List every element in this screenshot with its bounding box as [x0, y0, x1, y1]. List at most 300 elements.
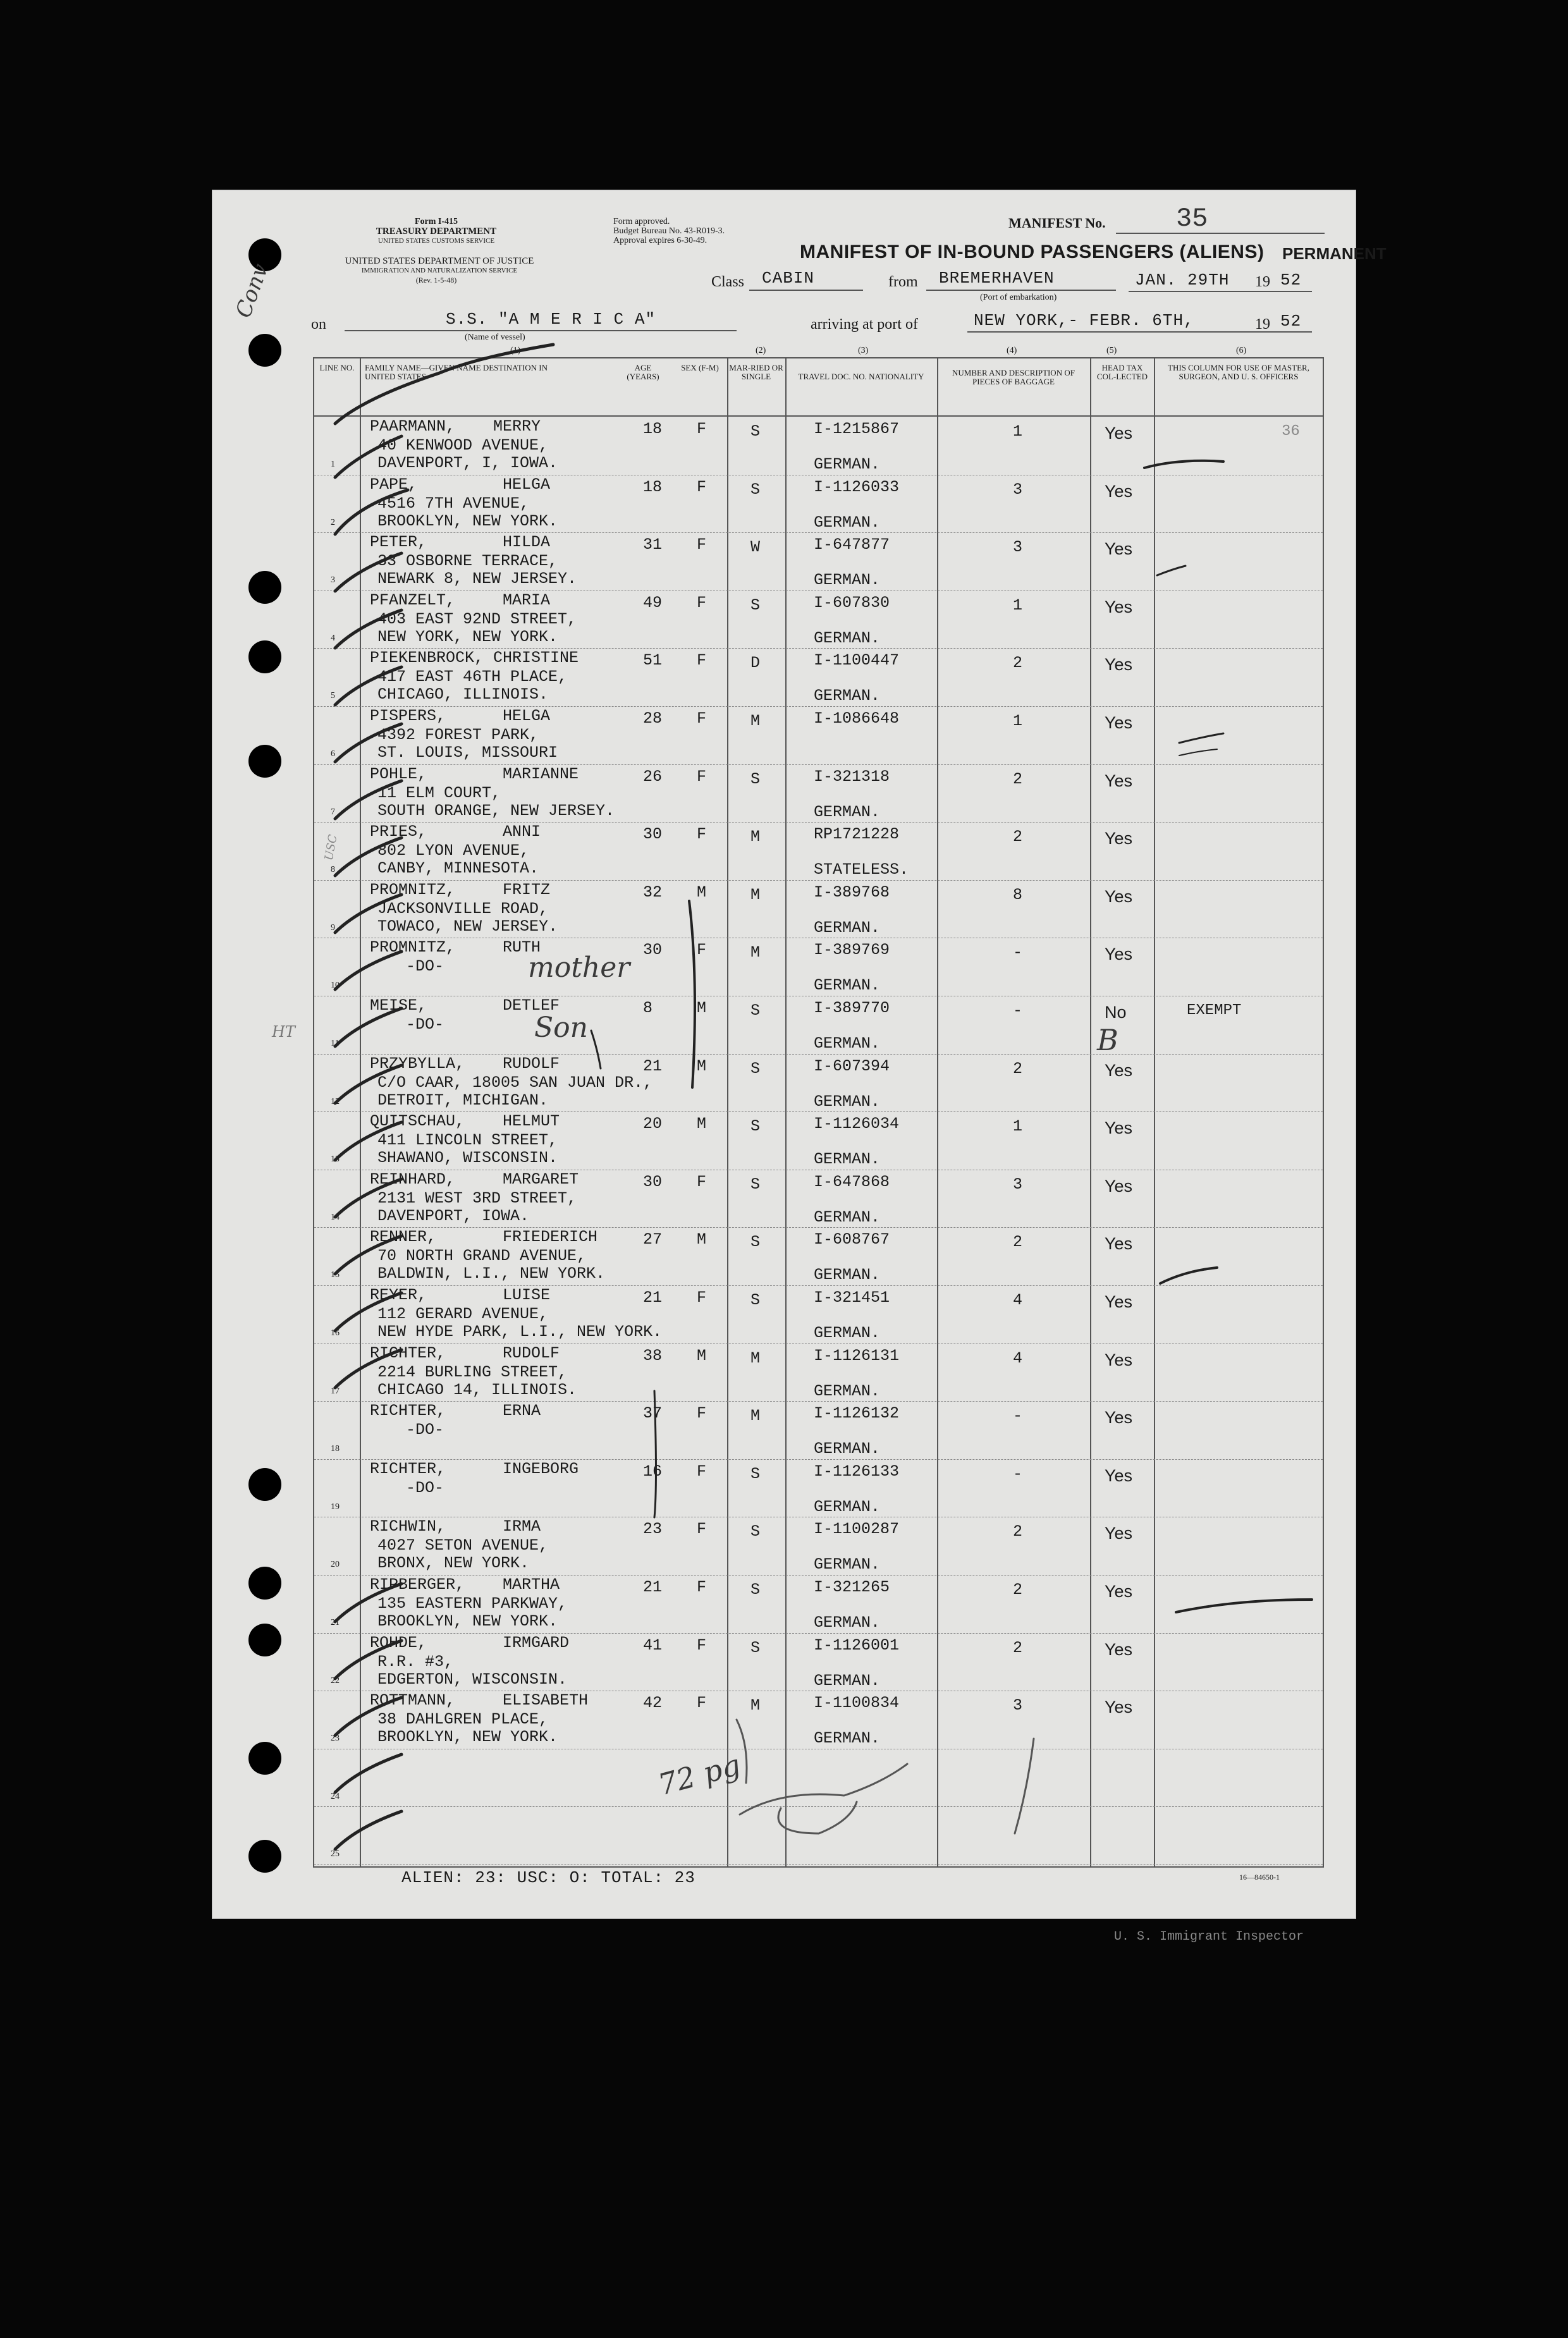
baggage-count: 4	[1013, 1291, 1023, 1309]
address-line-2: BALDWIN, L.I., NEW YORK.	[377, 1264, 606, 1283]
line-number: 14	[331, 1212, 340, 1222]
sex: F	[697, 767, 707, 786]
nationality: GERMAN.	[814, 1092, 881, 1111]
sex: M	[697, 1115, 707, 1134]
travel-doc: I-389770	[814, 999, 890, 1017]
header-travel-doc: TRAVEL DOC. NO. NATIONALITY	[798, 372, 924, 381]
age: 41	[643, 1636, 663, 1655]
head-tax: Yes	[1105, 771, 1133, 790]
head-tax: Yes	[1105, 829, 1133, 848]
baggage-count: 1	[1013, 422, 1023, 441]
arr-year: 52	[1280, 312, 1302, 331]
sex: F	[697, 1636, 707, 1655]
form-number: Form I-415	[414, 217, 458, 226]
nationality: GERMAN.	[814, 1671, 881, 1690]
marital-status: S	[750, 422, 761, 441]
travel-doc: I-1215867	[814, 420, 900, 438]
head-tax: Yes	[1105, 481, 1133, 501]
line-number: 10	[331, 981, 340, 991]
line-number: 15	[331, 1270, 340, 1280]
nationality: GERMAN.	[814, 1729, 881, 1748]
class-label: Class	[711, 274, 745, 290]
marital-status: M	[750, 828, 761, 847]
col-number: (5)	[1106, 346, 1117, 355]
line-number: 17	[331, 1386, 340, 1396]
passenger-name: PROMNITZ, FRITZ	[370, 880, 551, 899]
nationality: GERMAN.	[814, 802, 881, 821]
passenger-name: PETER, HILDA	[370, 533, 551, 552]
sex: F	[697, 1288, 707, 1307]
justice-dept: UNITED STATES DEPARTMENT OF JUSTICE	[345, 256, 534, 266]
address-line-2: NEW YORK, NEW YORK.	[377, 627, 558, 646]
travel-doc: I-607394	[814, 1056, 890, 1075]
nationality: GERMAN.	[814, 1266, 881, 1285]
age: 8	[643, 999, 653, 1017]
col-number: (4)	[1007, 346, 1017, 355]
baggage-count: 1	[1013, 712, 1023, 730]
age: 38	[643, 1346, 663, 1365]
baggage-count: -	[1013, 943, 1023, 962]
address-line-1: 802 LYON AVENUE,	[377, 842, 530, 860]
arrival-port: NEW YORK,- FEBR. 6TH,	[974, 311, 1194, 330]
customs-service: UNITED STATES CUSTOMS SERVICE	[377, 237, 495, 245]
approval-line: Approval expires 6-30-49.	[613, 236, 707, 245]
baggage-count: 3	[1013, 538, 1023, 557]
head-tax: Yes	[1105, 1466, 1133, 1485]
note-mother: mother	[528, 952, 630, 984]
col-number: (2)	[756, 346, 766, 355]
address-line-1: -DO-	[377, 1421, 444, 1440]
travel-doc: I-1126033	[814, 477, 900, 496]
approval-line: Form approved.	[613, 217, 670, 226]
nationality: GERMAN.	[814, 1555, 881, 1574]
head-tax: Yes	[1105, 424, 1133, 443]
inspector-caption: U. S. Immigrant Inspector	[1114, 1930, 1304, 1944]
address-line-1: 112 GERARD AVENUE,	[377, 1305, 549, 1323]
nationality: GERMAN.	[814, 687, 881, 706]
address-line-2: EDGERTON, WISCONSIN.	[377, 1670, 568, 1689]
passenger-name: RICHWIN, IRMA	[370, 1517, 541, 1536]
from-value: BREMERHAVEN	[939, 269, 1055, 288]
passenger-name: ROTTMANN, ELISABETH	[370, 1691, 589, 1710]
sex: F	[697, 709, 707, 728]
address-line-1: 403 EAST 92ND STREET,	[377, 609, 577, 628]
marital-status: D	[750, 654, 761, 673]
passenger-name: POHLE, MARIANNE	[370, 764, 579, 783]
head-tax: Yes	[1105, 886, 1133, 906]
sex: F	[697, 941, 707, 960]
sex: F	[697, 420, 707, 438]
officer-note: 36	[1282, 423, 1300, 440]
nationality: GERMAN.	[814, 571, 881, 590]
address-line-1: 33 OSBORNE TERRACE,	[377, 552, 558, 571]
head-tax: Yes	[1105, 1524, 1133, 1543]
officer-note: EXEMPT	[1187, 1002, 1242, 1019]
sex: F	[697, 825, 707, 844]
header-line-no: LINE NO.	[319, 363, 355, 372]
year-prefix: 19	[1255, 274, 1270, 290]
head-tax: Yes	[1105, 945, 1133, 964]
head-tax: Yes	[1105, 1408, 1133, 1428]
address-line-1: 38 DAHLGREN PLACE,	[377, 1710, 549, 1729]
approval-line: Budget Bureau No. 43-R019-3.	[613, 226, 725, 236]
on-label: on	[311, 316, 326, 333]
passenger-name: RENNER, FRIEDERICH	[370, 1228, 598, 1247]
travel-doc: I-1126131	[814, 1346, 900, 1365]
sex: F	[697, 477, 707, 496]
baggage-count: 3	[1013, 480, 1023, 499]
nationality: GERMAN.	[814, 628, 881, 647]
manifest-no-label: MANIFEST No.	[1008, 215, 1106, 231]
age: 18	[643, 420, 663, 438]
line-number: 19	[331, 1502, 340, 1512]
col-number: (6)	[1236, 346, 1247, 355]
sex: F	[697, 1172, 707, 1191]
line-number: 24	[331, 1791, 340, 1801]
address-line-1: -DO-	[377, 1478, 444, 1497]
address-line-2: DAVENPORT, IOWA.	[377, 1206, 530, 1225]
marital-status: S	[750, 1233, 761, 1252]
passenger-name: PAARMANN, MERRY	[370, 417, 541, 436]
permanent-stamp: PERMANENT	[1282, 244, 1387, 263]
line-number: 21	[331, 1618, 340, 1627]
address-line-1: 4392 FOREST PARK,	[377, 726, 539, 744]
vessel-name: S.S. "A M E R I C A"	[446, 310, 656, 329]
age: 26	[643, 767, 663, 786]
passenger-name: QUITSCHAU, HELMUT	[370, 1112, 560, 1131]
header-sex: SEX (F-M)	[681, 363, 719, 372]
line-number: 5	[331, 691, 335, 701]
passenger-name: PAPE, HELGA	[370, 475, 551, 494]
travel-doc: I-321451	[814, 1288, 890, 1307]
nationality: GERMAN.	[814, 1497, 881, 1516]
baggage-count: 2	[1013, 1638, 1023, 1657]
address-line-1: -DO-	[377, 957, 444, 976]
head-tax: Yes	[1105, 1292, 1133, 1311]
head-tax: Yes	[1105, 1639, 1133, 1659]
travel-doc: I-321265	[814, 1578, 890, 1596]
head-tax: Yes	[1105, 1060, 1133, 1080]
address-line-1: 40 KENWOOD AVENUE,	[377, 436, 549, 455]
vessel-caption: (Name of vessel)	[465, 333, 525, 342]
nationality: GERMAN.	[814, 1034, 881, 1053]
travel-doc: I-389769	[814, 941, 890, 960]
pencil-marks	[212, 190, 1356, 1919]
address-line-2: TOWACO, NEW JERSEY.	[377, 917, 558, 936]
sex: M	[697, 999, 707, 1017]
age: 32	[643, 883, 663, 902]
line-number: 2	[331, 517, 335, 527]
line-number: 4	[331, 633, 335, 643]
passenger-name: PROMNITZ, RUTH	[370, 938, 541, 957]
travel-doc: I-1126001	[814, 1636, 900, 1655]
travel-doc: I-321318	[814, 767, 890, 786]
line-number: 9	[331, 922, 335, 933]
head-tax: Yes	[1105, 1118, 1133, 1138]
line-number: 11	[331, 1039, 340, 1048]
passenger-name: PFANZELT, MARIA	[370, 591, 551, 609]
marital-status: M	[750, 1349, 761, 1368]
age: 51	[643, 651, 663, 670]
passenger-name: MEISE, DETLEF	[370, 996, 560, 1015]
sex: F	[697, 1404, 707, 1423]
nationality: GERMAN.	[814, 455, 881, 474]
age: 21	[643, 1288, 663, 1307]
age: 30	[643, 941, 663, 960]
age: 16	[643, 1462, 663, 1481]
age: 20	[643, 1115, 663, 1134]
baggage-count: -	[1013, 1464, 1023, 1483]
marital-status: S	[750, 1638, 761, 1657]
travel-doc: I-607830	[814, 593, 890, 612]
col-number: (3)	[858, 346, 869, 355]
head-tax: Yes	[1105, 713, 1133, 732]
nationality: STATELESS.	[814, 860, 909, 879]
age: 30	[643, 825, 663, 844]
nationality: GERMAN.	[814, 918, 881, 937]
baggage-count: 2	[1013, 769, 1023, 788]
age: 31	[643, 536, 663, 554]
line-number: 12	[331, 1096, 340, 1106]
class-value: CABIN	[762, 269, 815, 288]
travel-doc: I-1126133	[814, 1462, 900, 1481]
sex: M	[697, 883, 707, 902]
passenger-name: PIEKENBROCK, CHRISTINE	[370, 649, 579, 668]
note-usc: USC	[322, 833, 340, 862]
marital-status: M	[750, 1407, 761, 1426]
baggage-count: 2	[1013, 1522, 1023, 1541]
line-number: 22	[331, 1675, 340, 1686]
sex: F	[697, 1520, 707, 1539]
manifest-title: MANIFEST OF IN-BOUND PASSENGERS (ALIENS)	[800, 242, 1265, 262]
address-line-1: R.R. #3,	[377, 1652, 454, 1671]
nationality: GERMAN.	[814, 1324, 881, 1342]
age: 28	[643, 709, 663, 728]
address-line-1: 411 LINCOLN STREET,	[377, 1131, 558, 1150]
header-head-tax: HEAD TAX COL-LECTED	[1096, 363, 1148, 381]
travel-doc: I-1126132	[814, 1404, 900, 1423]
address-line-1: JACKSONVILLE ROAD,	[377, 899, 549, 918]
departure-date: JAN. 29TH	[1135, 271, 1230, 290]
marital-status: S	[750, 1291, 761, 1309]
head-tax: Yes	[1105, 597, 1133, 616]
travel-doc: I-1100447	[814, 651, 900, 670]
marital-status: S	[750, 1117, 761, 1136]
line-number: 1	[331, 460, 335, 469]
manifest-no-value: 35	[1176, 204, 1208, 234]
sex: F	[697, 651, 707, 670]
address-line-2: BRONX, NEW YORK.	[377, 1554, 530, 1573]
marital-status: S	[750, 1001, 761, 1020]
travel-doc: I-647868	[814, 1172, 890, 1191]
travel-doc: RP1721228	[814, 825, 900, 844]
marital-status: S	[750, 1464, 761, 1483]
address-line-2: CANBY, MINNESOTA.	[377, 859, 539, 878]
line-number: 13	[331, 1154, 340, 1165]
travel-doc: I-1086648	[814, 709, 900, 728]
arr-year-prefix: 19	[1255, 316, 1270, 333]
marital-status: S	[750, 1059, 761, 1078]
footer-code: 16—84650-1	[1239, 1873, 1280, 1882]
travel-doc: I-1100287	[814, 1520, 900, 1539]
age: 21	[643, 1056, 663, 1075]
header-married: MAR-RIED OR SINGLE	[729, 363, 783, 381]
marital-status: M	[750, 1696, 761, 1715]
passenger-name: RICHTER, INGEBORG	[370, 1459, 579, 1478]
age: 27	[643, 1230, 663, 1249]
marital-status: S	[750, 480, 761, 499]
passenger-name: PRIES, ANNI	[370, 823, 541, 842]
passenger-name: ROHDE, IRMGARD	[370, 1633, 570, 1652]
baggage-count: 3	[1013, 1175, 1023, 1194]
passenger-name: PRZYBYLLA, RUDOLF	[370, 1054, 560, 1073]
address-line-2: NEWARK 8, NEW JERSEY.	[377, 570, 577, 589]
line-number: 8	[331, 865, 335, 875]
address-line-1: -DO-	[377, 1015, 444, 1034]
margin-note: Conv	[231, 260, 274, 321]
baggage-count: -	[1013, 1001, 1023, 1020]
passenger-name: RICHTER, RUDOLF	[370, 1343, 560, 1362]
passenger-name: RIPBERGER, MARTHA	[370, 1576, 560, 1594]
line-number: 6	[331, 749, 335, 759]
passenger-name: RICHTER, ERNA	[370, 1402, 541, 1421]
note-b: B	[1097, 1023, 1118, 1057]
passenger-name: REINHARD, MARGARET	[370, 1170, 579, 1189]
age: 37	[643, 1404, 663, 1423]
address-line-1: 4516 7TH AVENUE,	[377, 494, 530, 513]
age: 30	[643, 1172, 663, 1191]
address-line-1: 2131 WEST 3RD STREET,	[377, 1189, 577, 1208]
marital-status: S	[750, 1581, 761, 1599]
age: 49	[643, 593, 663, 612]
sex: F	[697, 593, 707, 612]
address-line-2: BROOKLYN, NEW YORK.	[377, 1728, 558, 1747]
footer-summary: ALIEN: 23: USC: O: TOTAL: 23	[401, 1868, 695, 1887]
head-tax: Yes	[1105, 655, 1133, 675]
nationality: GERMAN.	[814, 1150, 881, 1169]
baggage-count: 2	[1013, 1233, 1023, 1252]
sex: F	[697, 536, 707, 554]
travel-doc: I-608767	[814, 1230, 890, 1249]
line-number: 23	[331, 1734, 340, 1744]
sex: F	[697, 1694, 707, 1713]
sex: F	[697, 1578, 707, 1596]
line-number: 20	[331, 1560, 340, 1570]
baggage-count: 8	[1013, 885, 1023, 904]
marital-status: W	[750, 538, 761, 557]
baggage-count: 2	[1013, 1581, 1023, 1599]
header-baggage: NUMBER AND DESCRIPTION OF PIECES OF BAGGAGE	[952, 368, 1075, 386]
age: 23	[643, 1520, 663, 1539]
ins-service: IMMIGRATION AND NATURALIZATION SERVICE	[361, 267, 518, 274]
address-line-2: ST. LOUIS, MISSOURI	[377, 744, 558, 762]
head-tax: Yes	[1105, 539, 1133, 559]
address-line-1: C/O CAAR, 18005 SAN JUAN DR.,	[377, 1073, 653, 1092]
head-tax: Yes	[1105, 1698, 1133, 1717]
address-line-2: DETROIT, MICHIGAN.	[377, 1091, 549, 1110]
header-name: FAMILY NAME—GIVEN NAME DESTINATION IN UNITED STATES	[365, 363, 548, 381]
revision: (Rev. 1-5-48)	[415, 276, 457, 285]
address-line-2: CHICAGO 14, ILLINOIS.	[377, 1380, 577, 1399]
address-line-1: 4027 SETON AVENUE,	[377, 1536, 549, 1555]
head-tax: No	[1105, 1003, 1127, 1022]
travel-doc: I-1100834	[814, 1694, 900, 1713]
travel-doc: I-647877	[814, 536, 890, 554]
header-officers: THIS COLUMN FOR USE OF MASTER, SURGEON, AND U. S. OFFICERS	[1168, 363, 1309, 381]
baggage-count: 4	[1013, 1349, 1023, 1368]
line-number: 18	[331, 1444, 340, 1454]
marital-status: S	[750, 1175, 761, 1194]
address-line-2: SOUTH ORANGE, NEW JERSEY.	[377, 801, 615, 820]
address-line-2: SHAWANO, WISCONSIN.	[377, 1149, 558, 1168]
port-caption: (Port of embarkation)	[980, 293, 1057, 302]
baggage-count: 2	[1013, 1059, 1023, 1078]
travel-doc: I-389768	[814, 883, 890, 902]
address-line-2: BROOKLYN, NEW YORK.	[377, 1612, 558, 1631]
sex: M	[697, 1346, 707, 1365]
line-number: 7	[331, 807, 335, 817]
note-ht: HT	[272, 1023, 295, 1041]
nationality: GERMAN.	[814, 1613, 881, 1632]
travel-doc: I-1126034	[814, 1115, 900, 1134]
marital-status: M	[750, 943, 761, 962]
passenger-name: REYER, LUISE	[370, 1286, 551, 1304]
nationality: GERMAN.	[814, 976, 881, 995]
address-line-1: 11 ELM COURT,	[377, 783, 501, 802]
arriving-label: arriving at port of	[811, 316, 918, 333]
nationality: GERMAN.	[814, 1440, 881, 1459]
baggage-count: -	[1013, 1407, 1023, 1426]
age: 42	[643, 1694, 663, 1713]
sex: M	[697, 1230, 707, 1249]
marital-status: S	[750, 596, 761, 615]
marital-status: S	[750, 769, 761, 788]
sex: M	[697, 1056, 707, 1075]
marital-status: M	[750, 885, 761, 904]
address-line-1: 70 NORTH GRAND AVENUE,	[377, 1247, 587, 1266]
year-value: 52	[1280, 271, 1302, 290]
address-line-2: NEW HYDE PARK, L.I., NEW YORK.	[377, 1323, 663, 1341]
baggage-count: 1	[1013, 1117, 1023, 1136]
line-number: 25	[331, 1849, 340, 1859]
address-line-2: BROOKLYN, NEW YORK.	[377, 511, 558, 530]
nationality: GERMAN.	[814, 1381, 881, 1400]
baggage-count: 3	[1013, 1696, 1023, 1715]
address-line-2: CHICAGO, ILLINOIS.	[377, 685, 549, 704]
head-tax: Yes	[1105, 1176, 1133, 1196]
baggage-count: 2	[1013, 654, 1023, 673]
address-line-1: 2214 BURLING STREET,	[377, 1362, 568, 1381]
nationality: GERMAN.	[814, 1208, 881, 1227]
age: 21	[643, 1578, 663, 1596]
sex: F	[697, 1462, 707, 1481]
col-number: (1)	[510, 346, 521, 355]
note-son: Son	[534, 1012, 588, 1044]
address-line-1: 417 EAST 46TH PLACE,	[377, 668, 568, 687]
head-tax: Yes	[1105, 1350, 1133, 1369]
baggage-count: 2	[1013, 828, 1023, 847]
line-number: 16	[331, 1328, 340, 1338]
head-tax: Yes	[1105, 1582, 1133, 1601]
marital-status: M	[750, 712, 761, 730]
treasury-dept: TREASURY DEPARTMENT	[376, 226, 497, 236]
baggage-count: 1	[1013, 596, 1023, 615]
header-age: AGE (YEARS)	[627, 363, 659, 381]
nationality: GERMAN.	[814, 513, 881, 532]
manifest-sheet	[212, 190, 1387, 1944]
passenger-name: PISPERS, HELGA	[370, 707, 551, 725]
head-tax: Yes	[1105, 1234, 1133, 1254]
